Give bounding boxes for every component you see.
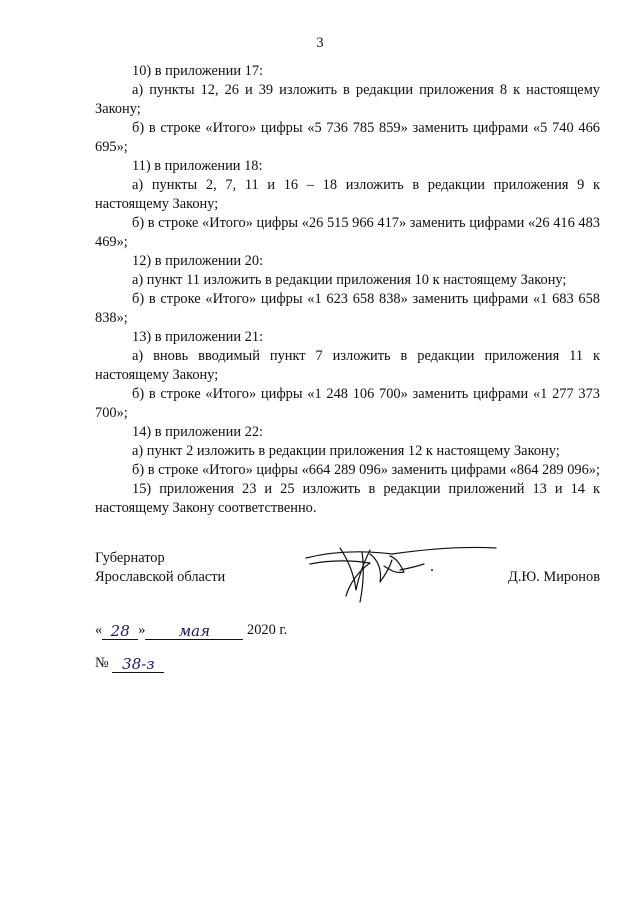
signatory-title-line1: Губернатор — [95, 550, 165, 566]
page-number: 3 — [316, 35, 324, 51]
paragraph: б) в строке «Итого» цифры «664 289 096» заменить цифрами «864 289 096»; — [132, 462, 600, 478]
paragraph: а) пункт 2 изложить в редакции приложения 12 к настоящему Закону; — [132, 443, 560, 459]
paragraph: 10) в приложении 17: — [132, 63, 264, 79]
date-month-field — [145, 622, 243, 640]
paragraph: а) вновь вводимый пункт 7 изложить в редакции приложения 11 к настоящему Закону; — [95, 348, 600, 383]
paragraph: 11) в приложении 18: — [132, 158, 263, 174]
paragraph: а) пункт 11 изложить в редакции приложения 10 к настоящему Закону; — [132, 272, 567, 288]
paragraph: а) пункты 12, 26 и 39 изложить в редакции приложения 8 к настоящему Закону; — [95, 82, 600, 117]
date-day-field — [102, 622, 138, 640]
date-open-quote: « — [95, 622, 103, 638]
paragraph: а) пункты 2, 7, 11 и 16 – 18 изложить в редакции приложения 9 к настоящему Закону; — [95, 177, 600, 212]
paragraph: б) в строке «Итого» цифры «5 736 785 859» заменить цифрами «5 740 466 695»; — [95, 120, 600, 155]
date-year: 2020 г. — [247, 622, 288, 638]
document-body — [95, 62, 600, 518]
paragraph: 15) приложения 23 и 25 изложить в редакции приложений 13 и 14 к настоящему Закону соответственно. — [95, 481, 600, 516]
handwritten-signature — [300, 530, 500, 608]
signing-date — [95, 621, 287, 640]
date-day: 28 — [110, 622, 130, 640]
number-value: 38-з — [122, 655, 155, 673]
law-number — [95, 654, 164, 673]
paragraph: 12) в приложении 20: — [132, 253, 264, 269]
paragraph: б) в строке «Итого» цифры «1 623 658 838» заменить цифрами «1 683 658 838»; — [95, 291, 600, 326]
number-field — [112, 655, 164, 673]
date-month: мая — [178, 622, 211, 640]
paragraph: б) в строке «Итого» цифры «1 248 106 700» заменить цифрами «1 277 373 700»; — [95, 386, 600, 421]
date-close-quote: » — [138, 622, 146, 638]
paragraph: 13) в приложении 21: — [132, 329, 264, 345]
signatory-name: Д.Ю. Миронов — [508, 569, 600, 585]
signatory-title-line2: Ярославской области — [95, 569, 226, 585]
paragraph: 14) в приложении 22: — [132, 424, 264, 440]
paragraph: б) в строке «Итого» цифры «26 515 966 417» заменить цифрами «26 416 483 469»; — [95, 215, 600, 250]
number-label: № — [95, 655, 109, 671]
